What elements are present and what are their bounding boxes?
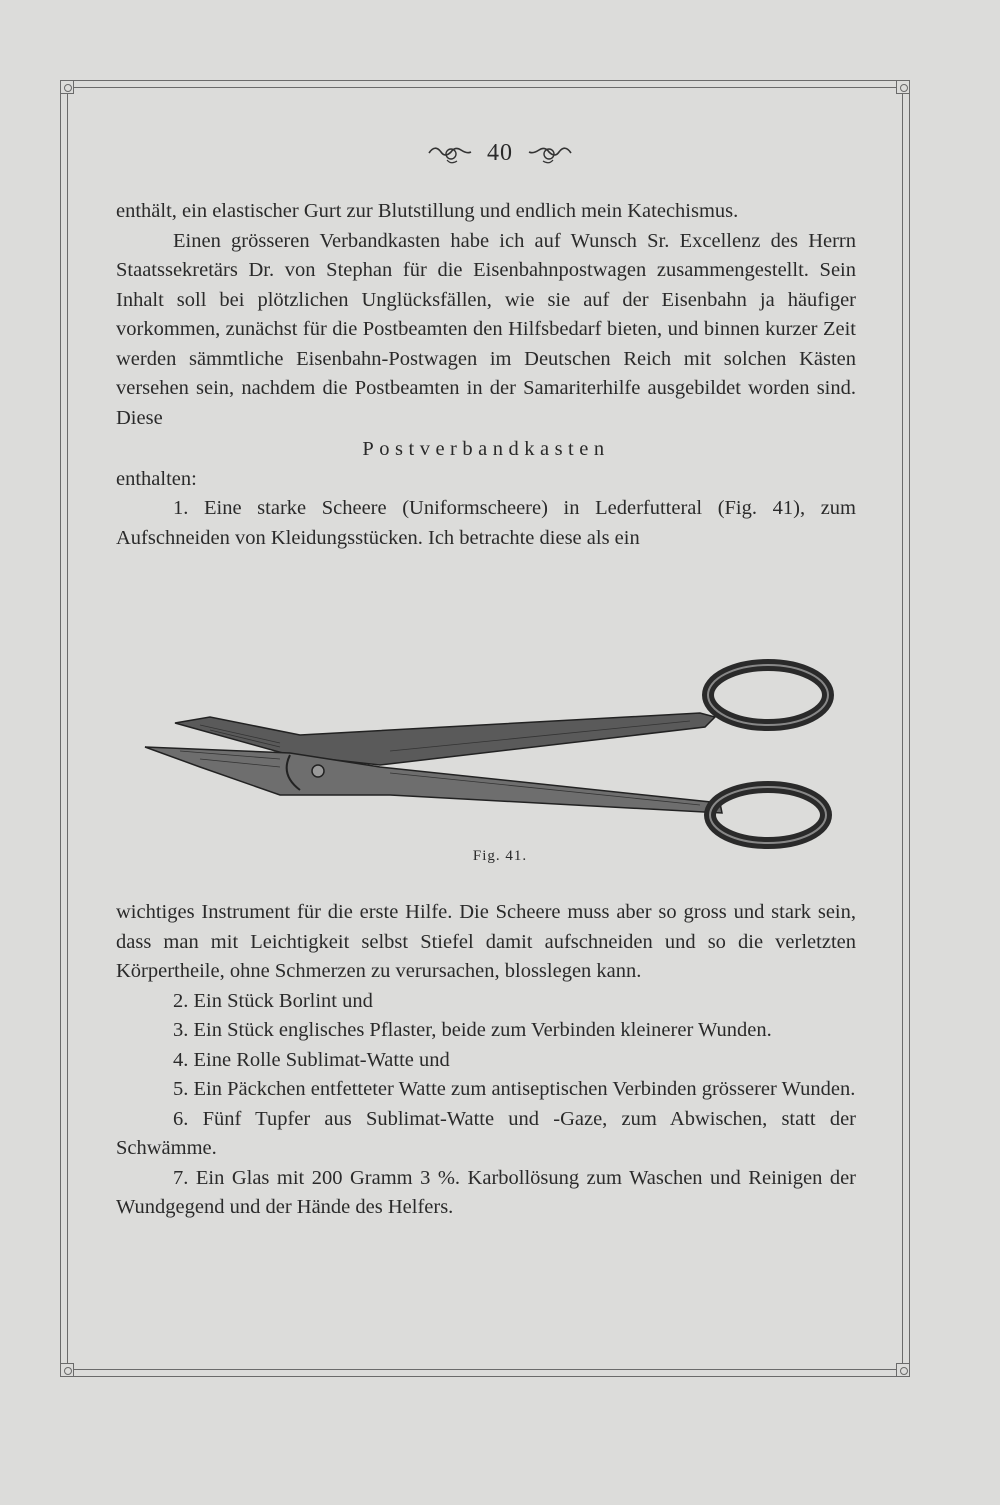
corner-ornament-top-left [60, 80, 74, 94]
list-item-1: 1. Eine starke Scheere (Uniformscheere) in Lederfutteral (Fig. 41), zum Aufschneiden von Kleidungsstücken. Ich betrachte diese als ein [116, 497, 856, 549]
page-number: 40 [487, 139, 513, 166]
page-header [0, 133, 1000, 173]
left-ornament-icon [427, 140, 473, 166]
figure-caption: Fig. 41. [472, 848, 528, 864]
paragraph-continuation: enthält, ein elastischer Gurt zur Blutstillung und endlich mein Katechismus. [116, 200, 739, 222]
list-item-7: 7. Ein Glas mit 200 Gramm 3 %. Karbollösung zum Waschen und Reinigen der Wundgegend und der Hände des Helfers. [116, 1166, 856, 1218]
list-item-6: 6. Fünf Tupfer aus Sublimat-Watte und -Gaze, zum Abwischen, statt der Schwämme. [116, 1107, 856, 1159]
list-item-2: 2. Ein Stück Borlint und [173, 989, 373, 1012]
body-text-top [116, 197, 856, 553]
corner-ornament-top-right [896, 80, 910, 94]
intro-line: enthalten: [116, 467, 197, 490]
scissors-figure [140, 655, 860, 855]
body-text-bottom [116, 898, 856, 1223]
section-title: Postverbandkasten [362, 438, 610, 460]
paragraph-instrument: wichtiges Instrument für die erste Hilfe. Die Scheere muss aber so gross und stark sein, dass man mit Leichtigkeit selbst Stiefel damit aufschneiden und so die verletzten Körpertheile, ohne Schmerzen zu verursachen, blosslegen kann. [116, 901, 856, 982]
corner-ornament-bottom-right [896, 1363, 910, 1377]
scissors-illustration [140, 655, 860, 855]
paragraph-verbandkasten: Einen grösseren Verbandkasten habe ich auf Wunsch Sr. Excellenz des Herrn Staatssekretärs Dr. von Stephan für die Eisenbahnpostwagen zusammengestellt. Sein Inhalt soll bei plötzlichen Unglücksfällen, wie sie auf der Eisenbahn ja häufiger vorkommen, zunächst für die Postbeamten den Hilfsbedarf bieten, und binnen kurzer Zeit werden sämmtliche Eisenbahn-Postwagen im Deutschen Reich mit solchen Kästen versehen sein, nachdem die Postbeamten in der Samariterhilfe ausgebildet worden sind. Diese [116, 229, 856, 429]
list-item-3: 3. Ein Stück englisches Pflaster, beide zum Verbinden kleinerer Wunden. [173, 1019, 772, 1041]
list-item-4: 4. Eine Rolle Sublimat-Watte und [173, 1048, 450, 1071]
right-ornament-icon [527, 140, 573, 166]
corner-ornament-bottom-left [60, 1363, 74, 1377]
list-item-5: 5. Ein Päckchen entfetteter Watte zum antiseptischen Verbinden grösserer Wunden. [173, 1078, 856, 1100]
